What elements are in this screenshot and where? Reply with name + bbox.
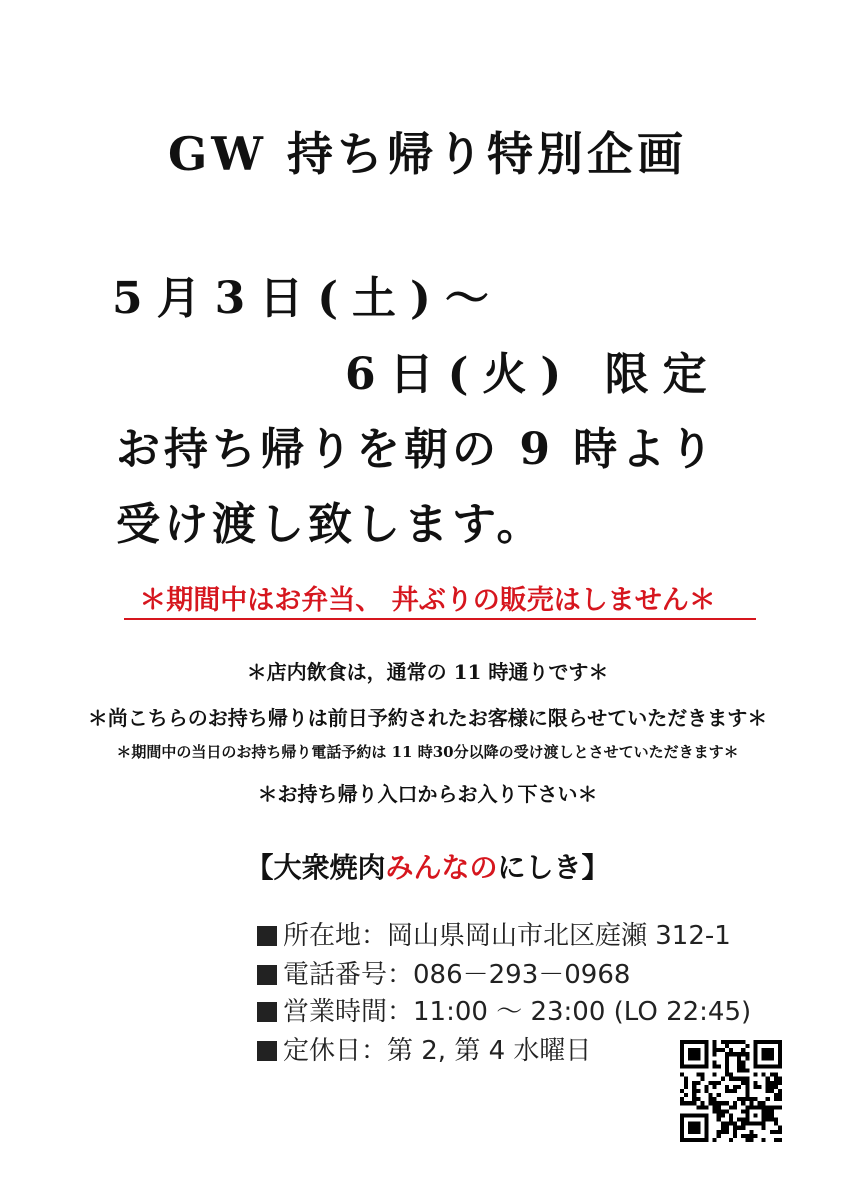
info-address-text: 所在地：岡山県岡山市北区庭瀬 312-1: [283, 921, 731, 951]
shop-name-part2: みんなの: [385, 851, 498, 884]
shop-name: [0, 846, 855, 886]
shop-bracket-close: 】: [581, 851, 610, 884]
info-closed-days-text: 定休日：第 2, 第 4 水曜日: [283, 1036, 592, 1066]
info-closed-days: [257, 1030, 591, 1067]
square-bullet-icon: [257, 1041, 277, 1061]
info-phone: [257, 954, 630, 991]
note-reservation: ＊尚こちらのお持ち帰りは前日予約されたお客様に限らせていただきます＊: [87, 706, 768, 730]
note-dine-in: ＊店内飲食は，通常の 11 時通りです＊: [246, 660, 609, 684]
schedule-date-end: 6日(火) 限定: [345, 349, 721, 400]
info-phone-text: 電話番号：086－293－0968: [283, 960, 631, 990]
info-hours: [257, 991, 751, 1028]
info-hours-text: 営業時間：11:00 ～ 23:00 (LO 22:45): [283, 997, 752, 1027]
shop-name-part1: 大衆焼肉: [273, 851, 386, 884]
shop-bracket-open: 【: [245, 851, 274, 884]
square-bullet-icon: [257, 1002, 277, 1022]
info-address: [257, 915, 731, 952]
page-title: GW 持ち帰り特別企画: [168, 127, 687, 181]
schedule-date-start: 5月3日(土)～: [112, 273, 503, 324]
red-notice-underline: [124, 618, 756, 620]
note-entrance: ＊お持ち帰り入口からお入り下さい＊: [257, 782, 598, 806]
square-bullet-icon: [257, 926, 277, 946]
schedule-handover-text: 受け渡し致します。: [116, 499, 545, 550]
shop-name-part3: にしき: [497, 851, 582, 884]
schedule-time-text: お持ち帰りを朝の 9 時より: [116, 424, 718, 475]
square-bullet-icon: [257, 965, 277, 985]
note-phone-reservation: ＊期間中の当日のお持ち帰り電話予約は 11 時30分以降の受け渡しとさせていただきます＊: [116, 743, 739, 761]
red-notice: ＊期間中はお弁当、 丼ぶりの販売はしません＊: [139, 585, 716, 616]
qr-code-icon[interactable]: [680, 1040, 782, 1142]
